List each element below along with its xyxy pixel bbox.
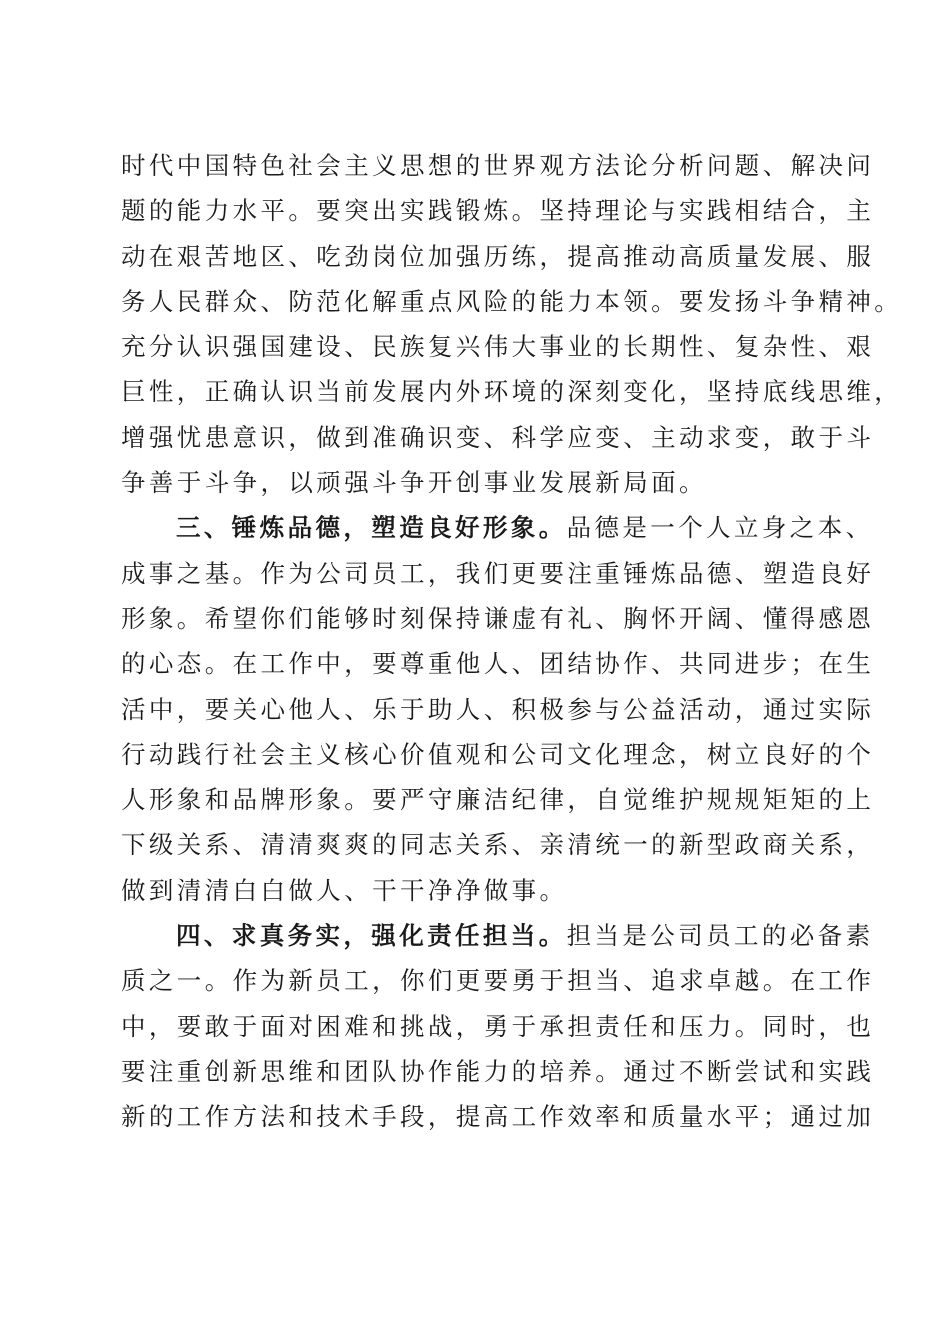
document-body bbox=[121, 143, 903, 1140]
body-line: 动在艰苦地区、吃劲岗位加强历练，提高推动高质量发展、服 bbox=[121, 241, 875, 271]
body-line: 人形象和品牌形象。要严守廉洁纪律，自觉维护规规矩矩的上 bbox=[121, 785, 875, 815]
section-heading: 四、求真务实，强化责任担当。 bbox=[176, 921, 567, 951]
body-line: 行动践行社会主义核心价值观和公司文化理念，树立良好的个 bbox=[121, 739, 875, 769]
body-line: 质之一。作为新员工，你们更要勇于担当、追求卓越。在工作 bbox=[121, 966, 875, 996]
body-line: 新的工作方法和技术手段，提高工作效率和质量水平；通过加 bbox=[121, 1102, 875, 1132]
body-line: 的心态。在工作中，要尊重他人、团结协作、共同进步；在生 bbox=[121, 649, 875, 679]
body-line: 增强忧患意识，做到准确识变、科学应变、主动求变，敢于斗 bbox=[121, 422, 875, 452]
body-line: 形象。希望你们能够时刻保持谦虚有礼、胸怀开阔、懂得感恩 bbox=[121, 603, 875, 633]
body-line: 务人民群众、防范化解重点风险的能力本领。要发扬斗争精神。 bbox=[121, 286, 903, 316]
section-first-line bbox=[121, 913, 874, 958]
section-first-line-text: 品德是一个人立身之本、 bbox=[566, 513, 874, 543]
body-line: 中，要敢于面对困难和挑战，勇于承担责任和压力。同时，也 bbox=[121, 1011, 875, 1041]
section-first-line-text: 担当是公司员工的必备素 bbox=[566, 921, 874, 951]
body-line: 巨性，正确认识当前发展内外环境的深刻变化，坚持底线思维， bbox=[121, 377, 903, 407]
body-line: 争善于斗争，以顽强斗争开创事业发展新局面。 bbox=[121, 468, 707, 498]
body-line: 题的能力水平。要突出实践锻炼。坚持理论与实践相结合，主 bbox=[121, 196, 875, 226]
body-line: 下级关系、清清爽爽的同志关系、亲清统一的新型政商关系， bbox=[121, 830, 875, 860]
body-line: 要注重创新思维和团队协作能力的培养。通过不断尝试和实践 bbox=[121, 1056, 875, 1086]
body-line: 成事之基。作为公司员工，我们更要注重锤炼品德、塑造良好 bbox=[121, 558, 875, 588]
body-line: 时代中国特色社会主义思想的世界观方法论分析问题、解决问 bbox=[121, 151, 875, 180]
section-first-line bbox=[121, 505, 874, 550]
body-line: 做到清清白白做人、干干净净做事。 bbox=[121, 875, 568, 905]
body-line: 活中，要关心他人、乐于助人、积极参与公益活动，通过实际 bbox=[121, 694, 875, 724]
body-line: 充分认识强国建设、民族复兴伟大事业的长期性、复杂性、艰 bbox=[121, 332, 875, 362]
section-heading: 三、锤炼品德，塑造良好形象。 bbox=[176, 513, 567, 543]
